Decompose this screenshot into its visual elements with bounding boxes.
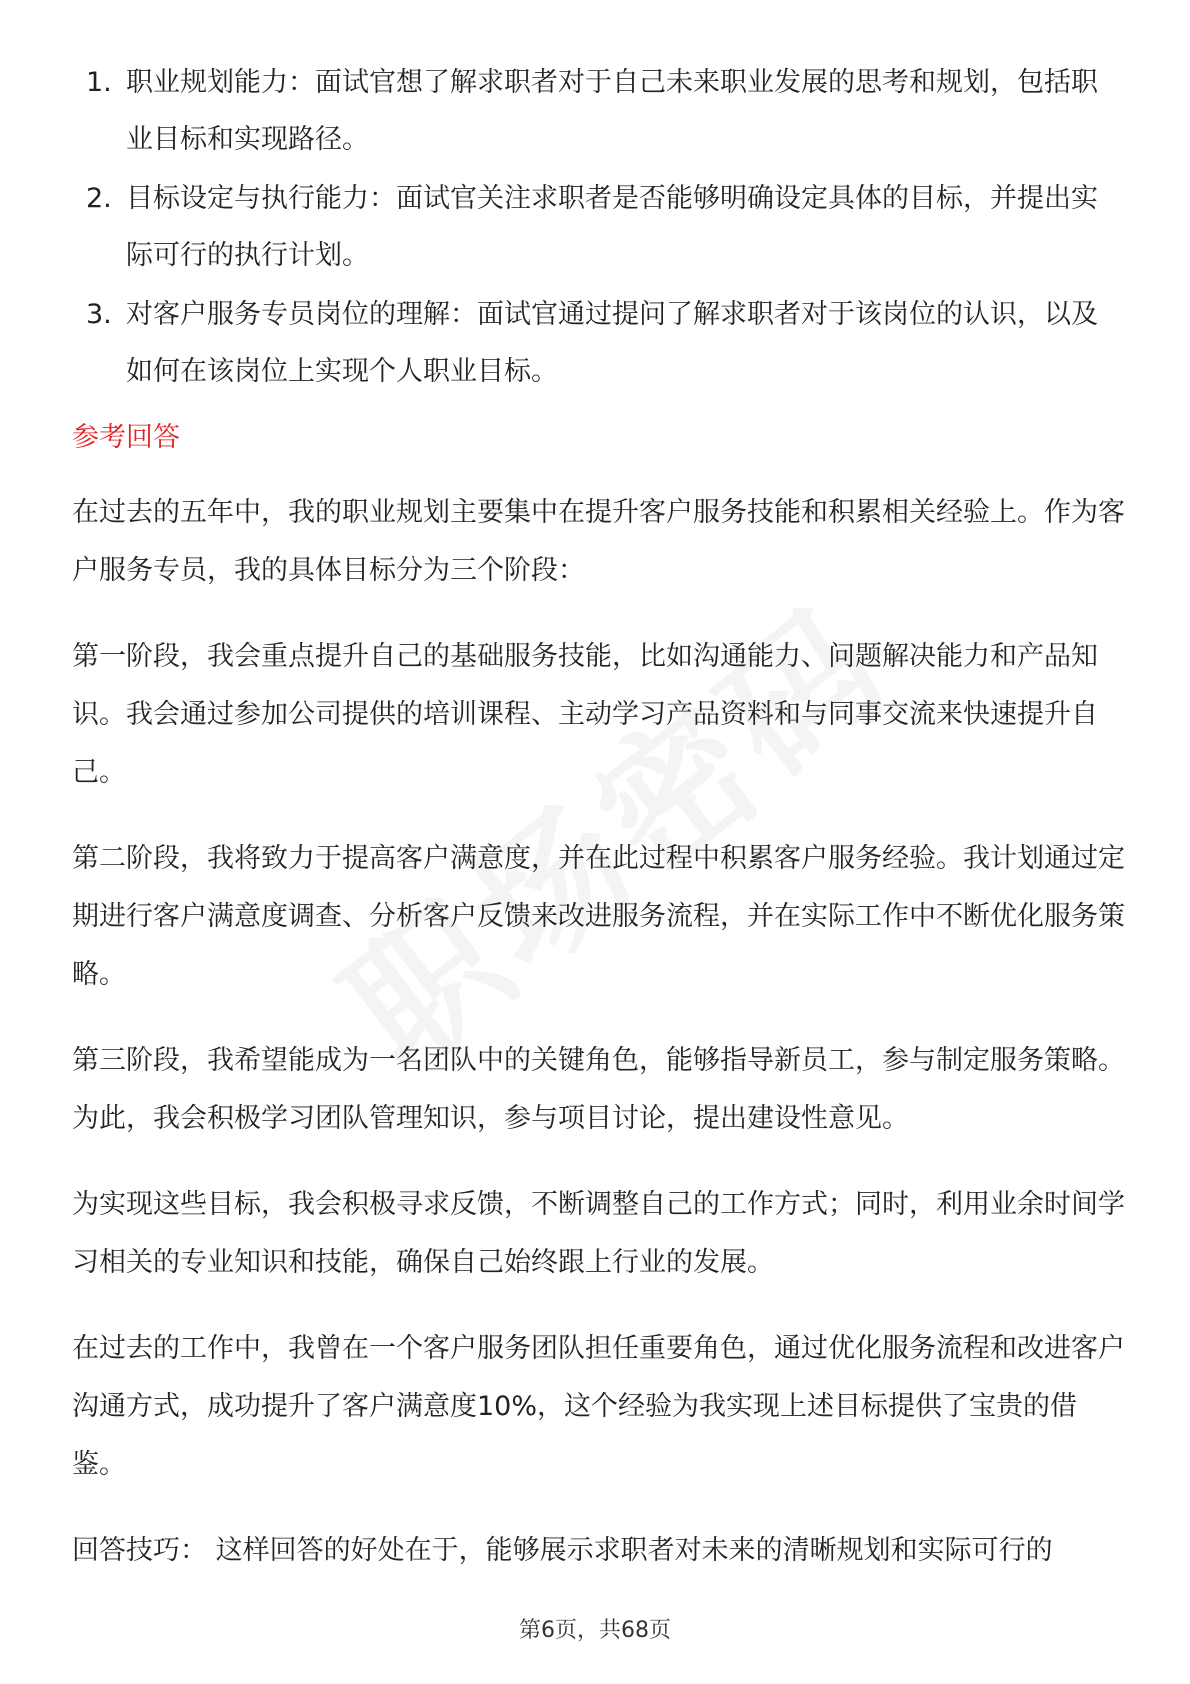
- page-number: 第6页，共68页: [519, 1618, 671, 1643]
- list-item: [72, 170, 1122, 284]
- paragraph: 第一阶段，我会重点提升自己的基础服务技能，比如沟通能力、问题解决能力和产品知识。我会通过参加公司提供的培训课程、主动学习产品资料和与同事交流来快速提升自己。: [72, 641, 1098, 788]
- list-item-text: 目标设定与执行能力：面试官关注求职者是否能够明确设定具体的目标，并提出实际可行的执行计划。: [126, 183, 1098, 271]
- paragraph: 为实现这些目标，我会积极寻求反馈，不断调整自己的工作方式；同时，利用业余时间学习相关的专业知识和技能，确保自己始终跟上行业的发展。: [72, 1189, 1125, 1278]
- list-item-text: 对客户服务专员岗位的理解：面试官通过提问了解求职者对于该岗位的认识，以及如何在该岗位上实现个人职业目标。: [126, 299, 1098, 387]
- paragraph: 在过去的五年中，我的职业规划主要集中在提升客户服务技能和积累相关经验上。作为客户服务专员，我的具体目标分为三个阶段：: [72, 497, 1125, 586]
- evaluation-points-list: [72, 54, 1122, 402]
- list-number: 2.: [86, 183, 112, 214]
- list-item: [72, 54, 1122, 168]
- paragraph: 在过去的工作中，我曾在一个客户服务团队担任重要角色，通过优化服务流程和改进客户沟通方式，成功提升了客户满意度10%，这个经验为我实现上述目标提供了宝贵的借鉴。: [72, 1333, 1125, 1480]
- paragraph: 第三阶段，我希望能成为一名团队中的关键角色，能够指导新员工，参与制定服务策略。为此，我会积极学习团队管理知识，参与项目讨论，提出建设性意见。: [72, 1045, 1125, 1134]
- list-item-text: 职业规划能力：面试官想了解求职者对于自己未来职业发展的思考和规划，包括职业目标和实现路径。: [126, 67, 1098, 155]
- list-item: [72, 286, 1122, 400]
- list-number: 1.: [86, 67, 112, 98]
- answer-content: [72, 484, 1126, 1608]
- paragraph: 第二阶段，我将致力于提高客户满意度，并在此过程中积累客户服务经验。我计划通过定期进行客户满意度调查、分析客户反馈来改进服务流程，并在实际工作中不断优化服务策略。: [72, 843, 1125, 990]
- paragraph: 回答技巧： 这样回答的好处在于，能够展示求职者对未来的清晰规划和实际可行的: [72, 1535, 1053, 1566]
- list-number: 3.: [86, 299, 112, 330]
- section-heading: 参考回答: [72, 422, 180, 453]
